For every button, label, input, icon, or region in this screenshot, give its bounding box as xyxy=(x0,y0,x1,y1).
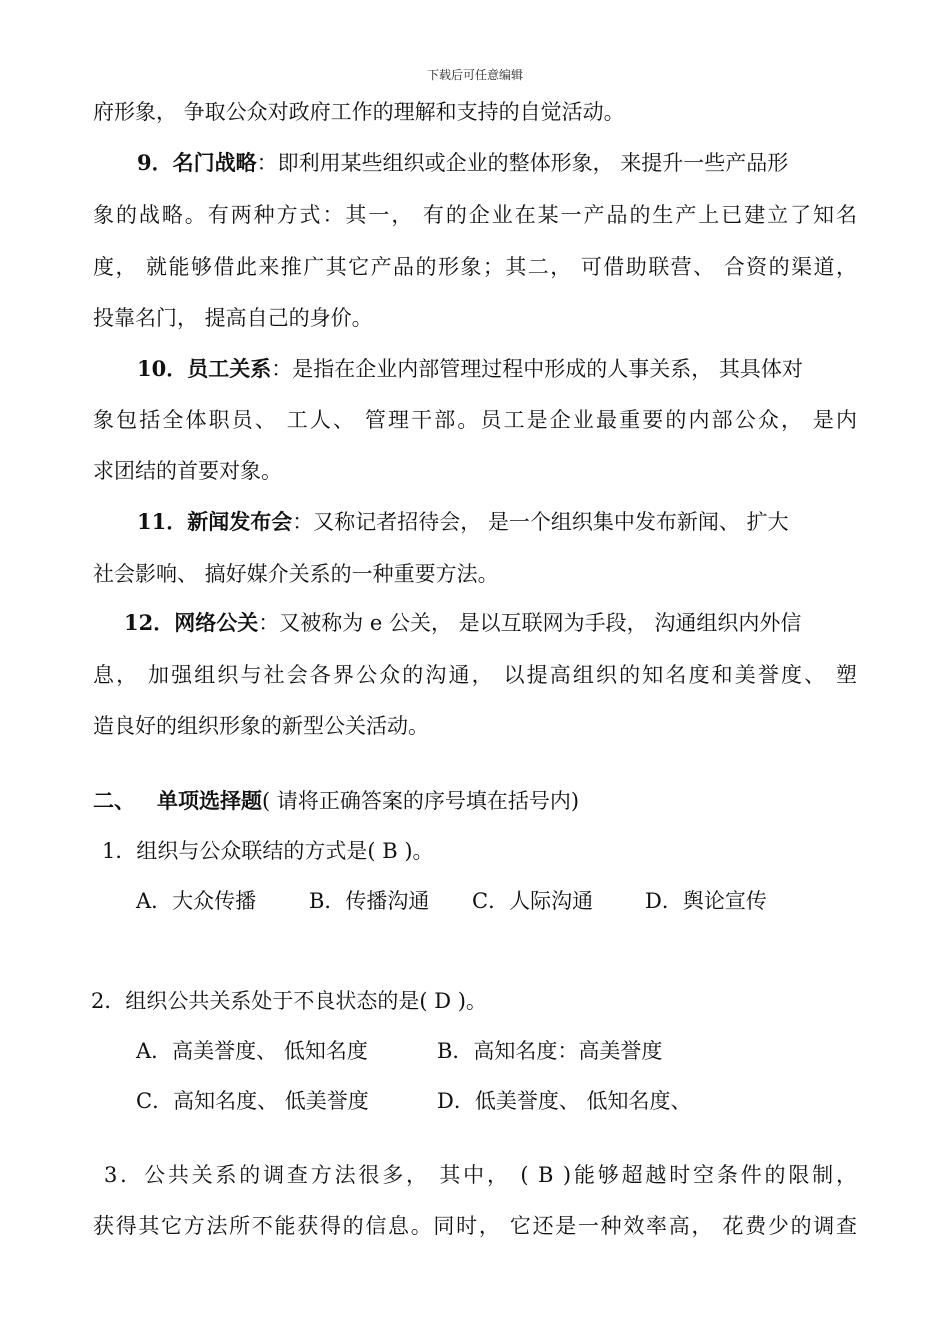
option-b: B．传播沟通 xyxy=(309,889,430,913)
definition-12-first-line xyxy=(124,608,801,638)
section-heading xyxy=(93,786,579,816)
term-9: 9．名门战略 xyxy=(137,150,257,175)
definition-text: ：是指在企业内部管理过程中形成的人事关系， 其具体对 xyxy=(271,357,803,381)
section-title: 单项选择题 xyxy=(157,788,262,813)
term-12: 12．网络公关 xyxy=(124,610,259,635)
definition-text: ：又被称为 e 公关， 是以互联网为手段， 沟通组织内外信 xyxy=(258,611,802,635)
question-3: 3．公共关系的调查方法很多， 其中， ( B )能够超越时空条件的限制， xyxy=(104,1163,857,1187)
paragraph-line: 府形象， 争取公众对政府工作的理解和支持的自觉活动。 xyxy=(93,100,625,124)
option-c: C．人际沟通 xyxy=(472,889,594,913)
option-b: B．高知名度：高美誉度 xyxy=(437,1039,663,1063)
question-2: 2．组织公共关系处于不良状态的是( D )。 xyxy=(91,989,487,1013)
term-11: 11．新闻发布会 xyxy=(137,509,293,534)
definition-text: ：又称记者招待会， 是一个组织集中发布新闻、 扩大 xyxy=(292,510,789,534)
definition-line: 度， 就能够借此来推广其它产品的形象；其二， 可借助联营、 合资的渠道， xyxy=(93,255,857,279)
definition-text: ：即利用某些组织或企业的整体形象， 来提升一些产品形 xyxy=(256,151,789,175)
question-1: 1．组织与公众联结的方式是( B )。 xyxy=(102,839,434,863)
definition-line: 息， 加强组织与社会各界公众的沟通， 以提高组织的知名度和美誉度、 塑 xyxy=(93,663,857,687)
option-a: A．高美誉度、 低知名度 xyxy=(136,1039,368,1063)
option-c: C．高知名度、 低美誉度 xyxy=(136,1089,369,1113)
question-3-continued: 获得其它方法所不能获得的信息。同时， 它还是一种效率高， 花费少的调查 xyxy=(93,1214,857,1238)
definition-9-first-line xyxy=(137,148,788,178)
option-d: D．低美誉度、 低知名度、 xyxy=(437,1089,692,1113)
definition-line: 象包括全体职员、 工人、 管理干部。员工是企业最重要的内部公众， 是内 xyxy=(93,408,857,432)
definition-11-first-line xyxy=(137,507,789,537)
definition-line: 求团结的首要对象。 xyxy=(93,459,282,483)
section-number: 二、 xyxy=(93,788,135,813)
definition-line: 象的战略。有两种方式：其一， 有的企业在某一产品的生产上已建立了知名 xyxy=(93,203,857,227)
option-d: D．舆论宣传 xyxy=(645,889,767,913)
term-10: 10．员工关系 xyxy=(137,356,272,381)
definition-line: 投靠名门， 提高自己的身价。 xyxy=(93,306,373,330)
page-header: 下载后可任意编辑 xyxy=(426,68,523,82)
definition-line: 造良好的组织形象的新型公关活动。 xyxy=(93,714,429,738)
definition-line: 社会影响、 搞好媒介关系的一种重要方法。 xyxy=(93,562,499,586)
definition-10-first-line xyxy=(137,354,803,384)
section-note: ( 请将正确答案的序号填在括号内) xyxy=(262,789,580,813)
option-a: A．大众传播 xyxy=(136,889,257,913)
